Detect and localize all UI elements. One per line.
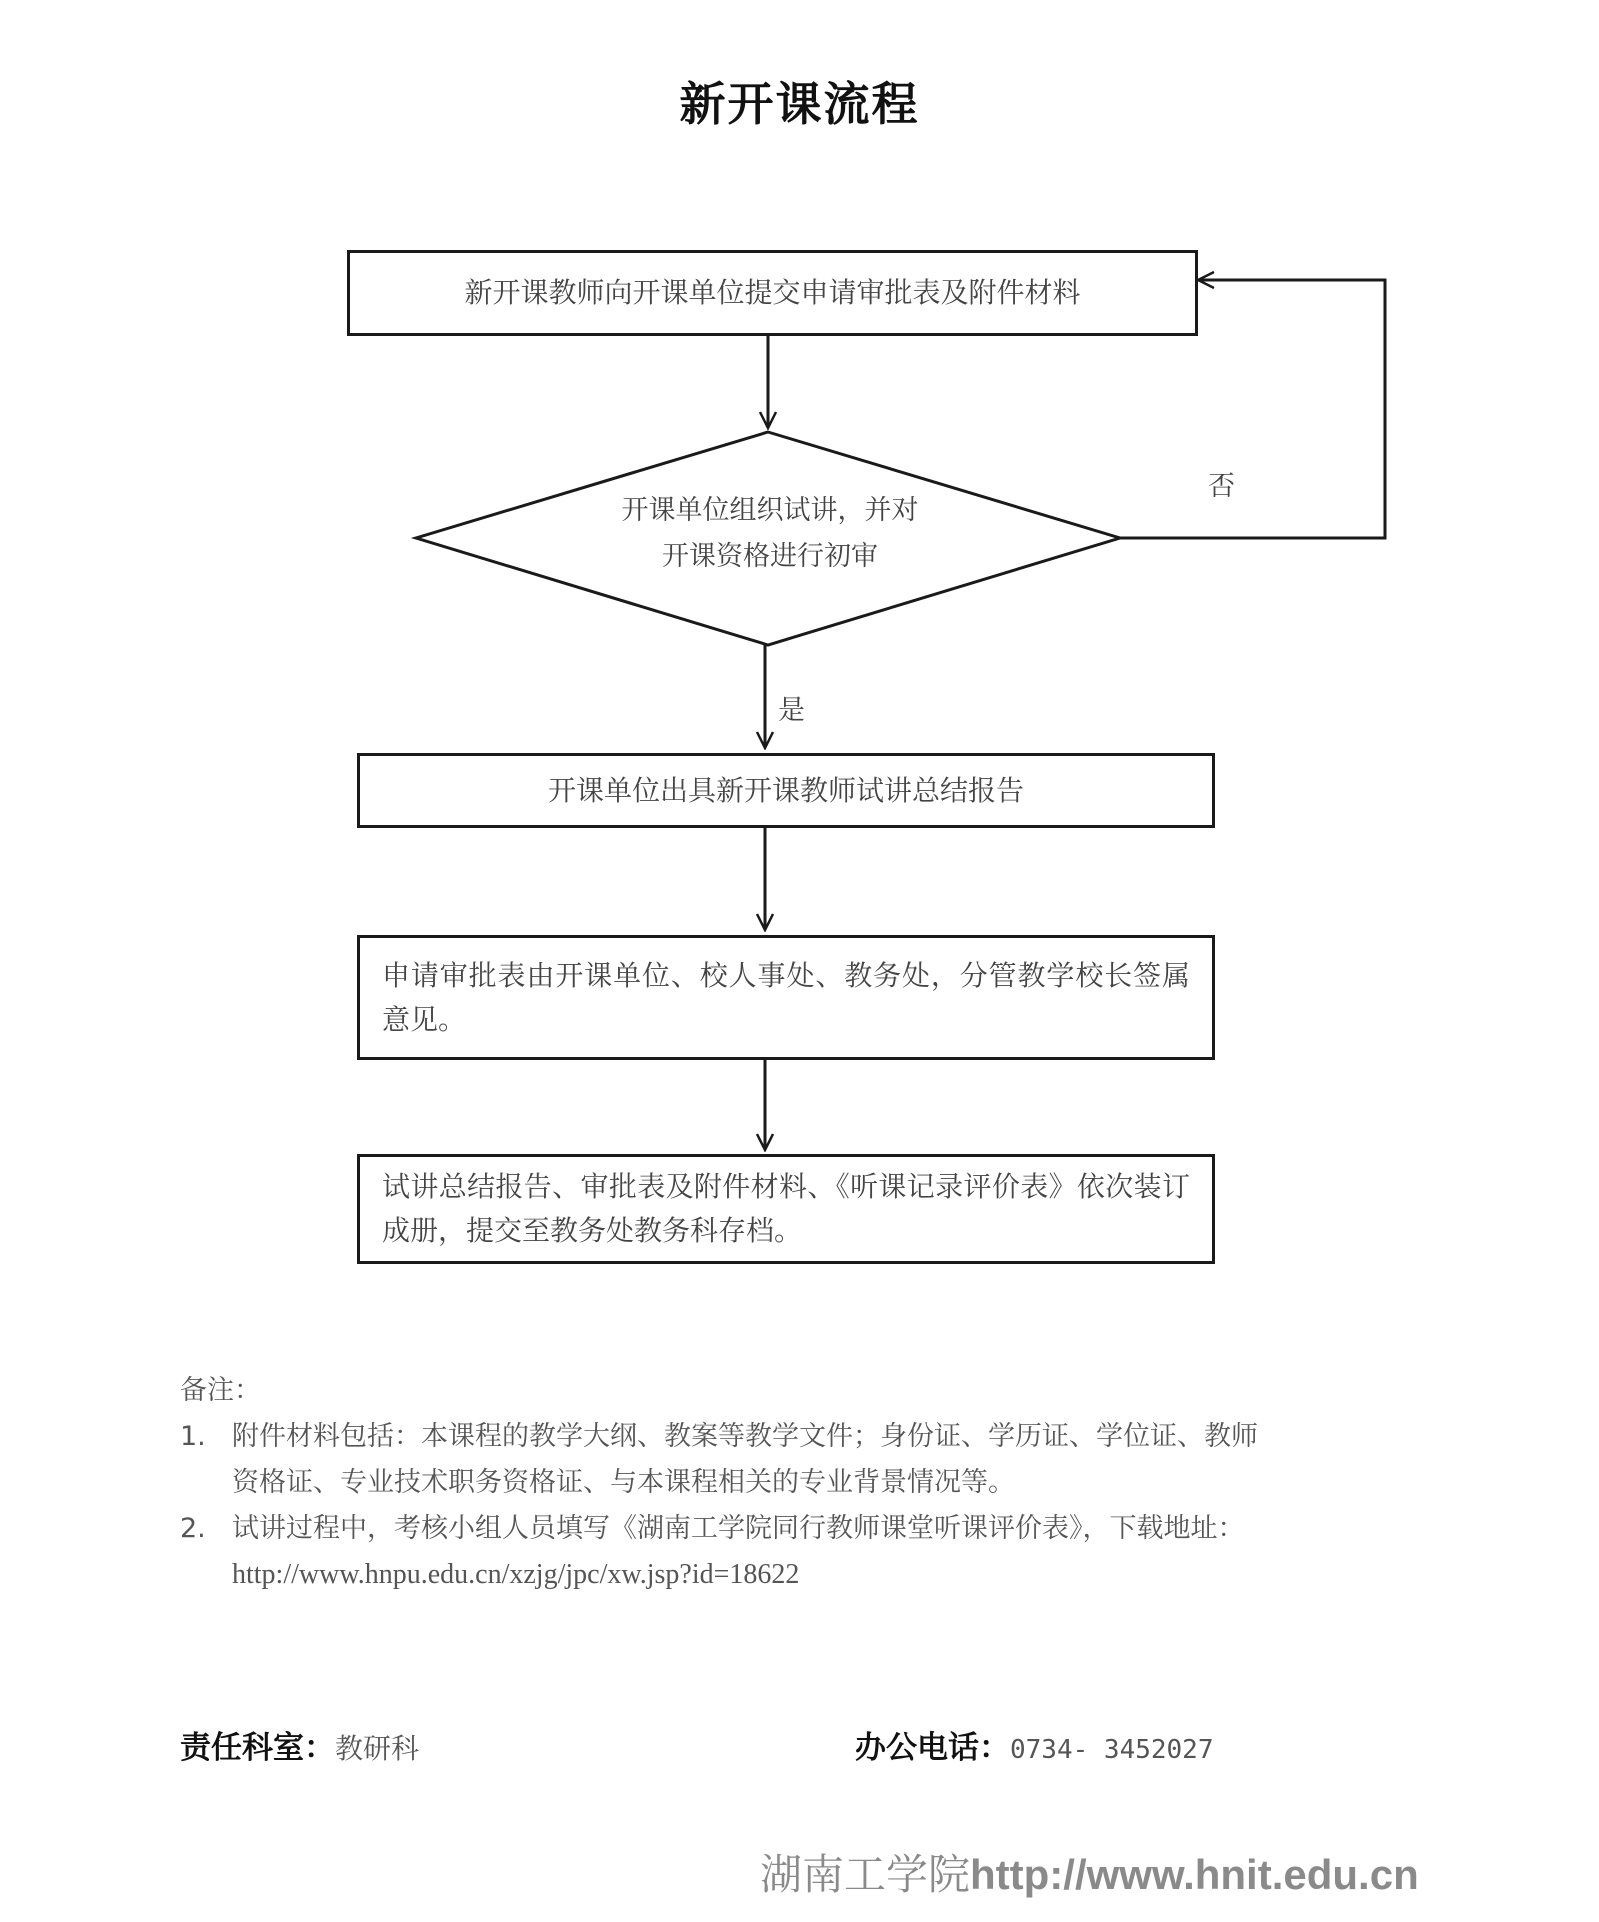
watermark-url: http://www.hnit.edu.cn <box>970 1851 1419 1898</box>
step4-text: 试讲总结报告、审批表及附件材料、《听课记录评价表》依次装订成册，提交至教务处教务科存档。 <box>382 1170 1190 1247</box>
no-label: 否 <box>1208 471 1235 502</box>
notes-section <box>180 1368 1410 1598</box>
page-title: 新开课流程 <box>679 77 920 131</box>
decision-line-2: 开课资格进行初审 <box>662 541 878 572</box>
phone-value: 0734- 3452027 <box>1010 1735 1214 1765</box>
note-item-1-line-1: 附件材料包括：本课程的教学大纲、教案等教学文件；身份证、学历证、学位证、教师 <box>232 1421 1258 1452</box>
note-item-2-line-1: 试讲过程中，考核小组人员填写《湖南工学院同行教师课堂听课评价表》，下载地址： <box>232 1513 1245 1544</box>
yes-label: 是 <box>778 695 805 726</box>
phone-label: 办公电话： <box>855 1730 1010 1766</box>
step3-text: 申请审批表由开课单位、校人事处、教务处，分管教学校长签属意见。 <box>382 958 1190 1036</box>
step2-text: 开课单位出具新开课教师试讲总结报告 <box>547 773 1024 807</box>
note-item-1-number: 1. <box>180 1421 206 1452</box>
step3-box <box>357 935 1215 1060</box>
step2-box <box>357 753 1215 828</box>
watermark <box>760 1842 1419 1902</box>
office-label: 责任科室： <box>180 1730 335 1766</box>
step4-box <box>357 1154 1215 1264</box>
note-item-1 <box>180 1414 1410 1506</box>
footer-office <box>180 1722 419 1767</box>
watermark-name: 湖南工学院 <box>760 1850 971 1899</box>
step1-text: 新开课教师向开课单位提交申请审批表及附件材料 <box>464 276 1081 309</box>
step1-box <box>347 250 1198 336</box>
decision-line-1: 开课单位组织试讲，并对 <box>621 495 919 526</box>
footer-phone <box>855 1722 1214 1767</box>
note-item-2-url[interactable]: http://www.hnpu.edu.cn/xzjg/jpc/xw.jsp?id=18622 <box>232 1559 800 1590</box>
note-item-2-number: 2. <box>180 1513 206 1544</box>
note-item-1-line-2: 资格证、专业技术职务资格证、与本课程相关的专业背景情况等。 <box>232 1467 1015 1498</box>
office-value: 教研科 <box>335 1732 420 1765</box>
notes-heading: 备注： <box>180 1375 261 1406</box>
note-item-2 <box>180 1506 1410 1598</box>
decision-text <box>520 488 1020 580</box>
